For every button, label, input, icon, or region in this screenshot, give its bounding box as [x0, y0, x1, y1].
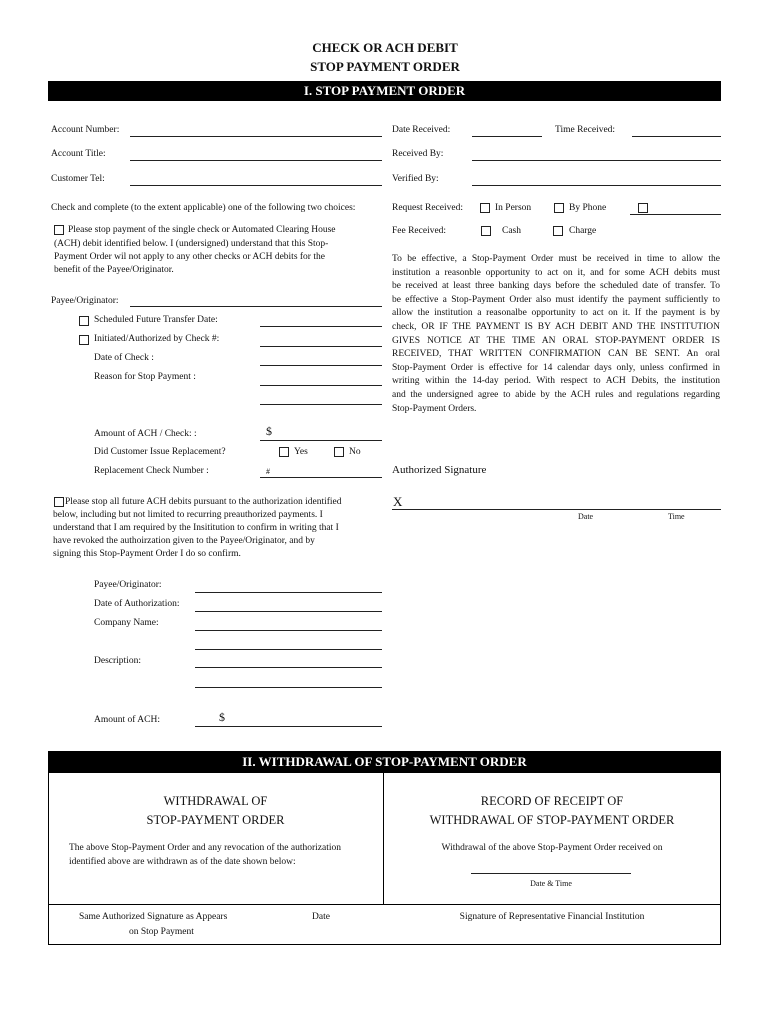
request-received-label: Request Received: — [392, 203, 463, 213]
notice-line: GIVES NOTICE AT THE TIME AN ORAL STOP-PAYMENT ORDER IS — [392, 335, 720, 346]
amount-of-ach-dollar: $ — [219, 710, 225, 724]
withdrawal-left-title2: STOP-PAYMENT ORDER — [146, 813, 285, 827]
sig-same-line2: on Stop Payment — [129, 927, 194, 937]
date-received-field[interactable] — [472, 136, 542, 137]
payee2-field[interactable] — [195, 592, 382, 593]
withdrawal-left-text2: identified above are withdrawn as of the date shown below: — [69, 857, 296, 867]
notice-line: Stop-Payment Orders. — [392, 403, 477, 414]
account-title-label: Account Title: — [51, 149, 106, 159]
date-of-authorization-field[interactable] — [195, 611, 382, 612]
choice2-line: understand that I am required by the Insititution to confirm in writing that I — [53, 523, 339, 533]
verified-by-field[interactable] — [472, 185, 721, 186]
form-title-line2: STOP PAYMENT ORDER — [310, 59, 460, 74]
section2-header: II. WITHDRAWAL OF STOP-PAYMENT ORDER — [48, 751, 721, 773]
reason-field-2[interactable] — [260, 404, 382, 405]
replacement-yes-label: Yes — [294, 447, 308, 457]
by-phone-checkbox[interactable] — [554, 203, 564, 213]
charge-label: Charge — [569, 226, 597, 236]
replacement-number-label: Replacement Check Number : — [94, 466, 209, 476]
date-of-check-field[interactable] — [260, 365, 382, 366]
payee2-label: Payee/Originator: — [94, 580, 162, 590]
signature-x-mark: X — [393, 494, 403, 509]
withdrawal-left-title1: WITHDRAWAL OF — [163, 794, 268, 808]
in-person-label: In Person — [495, 203, 532, 213]
signature-date-label: Date — [578, 512, 594, 521]
time-received-field[interactable] — [632, 136, 721, 137]
notice-line: be received at least three banking days before the scheduled date of transfer. To — [392, 281, 720, 292]
choice2-line: signing this Stop-Payment Order I do so confirm. — [53, 549, 241, 559]
replacement-yes-checkbox[interactable] — [279, 447, 289, 457]
time-received-label: Time Received: — [555, 125, 616, 135]
choice2-line: Please stop all future ACH debits pursuant to the authorization identified — [65, 497, 342, 507]
choice2-line: below, including but not limited to recurring preauthorized payments. I — [53, 510, 323, 520]
choice1-checkbox[interactable] — [54, 225, 64, 235]
replacement-no-checkbox[interactable] — [334, 447, 344, 457]
in-person-checkbox[interactable] — [480, 203, 490, 213]
amount-label: Amount of ACH / Check: : — [94, 429, 197, 439]
amount-of-ach-field[interactable] — [195, 726, 382, 727]
signature-time-label: Time — [668, 512, 685, 521]
received-by-field[interactable] — [472, 160, 721, 161]
by-phone-label: By Phone — [569, 203, 607, 213]
account-number-label: Account Number: — [51, 125, 120, 135]
account-title-field[interactable] — [130, 160, 382, 161]
notice-line: be effective a Stop-Payment Order also must identify the payment sufficiently to — [392, 294, 720, 305]
scheduled-transfer-label: Scheduled Future Transfer Date: — [94, 315, 218, 325]
form-title-line1: CHECK OR ACH DEBIT — [312, 40, 458, 55]
description-field-2[interactable] — [195, 667, 382, 668]
choice1-line: Please stop payment of the single check or Automated Clearing House — [68, 225, 336, 235]
amount-dollar-sign: $ — [266, 424, 272, 438]
choice2-checkbox[interactable] — [54, 497, 64, 507]
date-of-authorization-label: Date of Authorization: — [94, 599, 180, 609]
date-received-label: Date Received: — [392, 125, 451, 135]
description-field-1[interactable] — [195, 649, 382, 650]
notice-line: Stop-Payment Order is effective for 14 calendar days only, unless confirmed in — [392, 362, 720, 373]
notice-line: To be effective, a Stop-Payment Order must be received in time to allow the — [392, 254, 720, 264]
replacement-no-label: No — [349, 447, 361, 457]
choice1-line: benefit of the Payee/Originator. — [54, 265, 174, 275]
account-number-field[interactable] — [130, 136, 382, 137]
notice-line: writing within the 14-day period. With respect to ACH Debits, the institution — [392, 376, 720, 387]
charge-checkbox[interactable] — [553, 226, 563, 236]
withdrawal-divider — [383, 773, 384, 904]
notice-paragraph — [392, 253, 720, 416]
notice-line: institution a reasonble opportunity to act on it, and for some ACH debits must — [392, 267, 720, 278]
payee-originator-label: Payee/Originator: — [51, 296, 119, 306]
withdrawal-date-time-label: Date & Time — [530, 879, 572, 888]
choices-intro: Check and complete (to the extent applicable) one of the following two choices: — [51, 203, 356, 213]
amount-of-ach-label: Amount of ACH: — [94, 715, 160, 725]
sig-date-label: Date — [312, 912, 330, 922]
choice2-line: have revoked the authoirzation given to the Payee/Originator, and by — [53, 536, 315, 546]
company-name-label: Company Name: — [94, 618, 159, 628]
other-request-field[interactable] — [630, 214, 721, 215]
notice-line: check, OR IF THE PAYMENT IS BY ACH DEBIT AND THE INSTITUTION — [392, 321, 720, 332]
sig-same-line1: Same Authorized Signature as Appears — [79, 912, 228, 922]
notice-line: RECEIVED, THAT WRITTEN CONFIRMATION CAN BE SENT. An oral — [392, 349, 720, 360]
payee-originator-field[interactable] — [130, 306, 382, 307]
customer-tel-label: Customer Tel: — [51, 174, 105, 184]
withdrawal-bottom-rule — [48, 904, 721, 905]
notice-line: allow the institution a reasonalbe opportunity to act on it. If the payment is by — [392, 308, 720, 319]
scheduled-transfer-checkbox[interactable] — [79, 316, 89, 326]
other-checkbox[interactable] — [638, 203, 648, 213]
verified-by-label: Verified By: — [392, 174, 439, 184]
scheduled-transfer-field[interactable] — [260, 326, 382, 327]
choice1-line: Payment Order wil not apply to any other checks or ACH debits for the — [54, 252, 325, 262]
description-label: Description: — [94, 656, 141, 666]
withdrawal-right-title1: RECORD OF RECEIPT OF — [480, 794, 624, 808]
notice-line: and the undersigned agree to abide by the ACH rules and regulations regarding — [392, 389, 720, 400]
sig-rep-label: Signature of Representative Financial Institution — [459, 912, 645, 922]
cash-label: Cash — [502, 226, 521, 236]
authorized-signature-field[interactable] — [392, 509, 721, 510]
withdrawal-right-text: Withdrawal of the above Stop-Payment Order received on — [441, 843, 663, 853]
withdrawal-date-time-field[interactable] — [471, 873, 631, 874]
initiated-check-label: Initiated/Authorized by Check #: — [94, 334, 220, 344]
initiated-check-checkbox[interactable] — [79, 335, 89, 345]
date-of-check-label: Date of Check : — [94, 353, 154, 363]
section1-header: I. STOP PAYMENT ORDER — [48, 81, 721, 101]
issue-replacement-label: Did Customer Issue Replacement? — [94, 447, 226, 457]
choice1-line: (ACH) debit identified below. I (undersigned) understand that this Stop- — [54, 239, 329, 249]
withdrawal-right-title2: WITHDRAWAL OF STOP-PAYMENT ORDER — [429, 813, 675, 827]
amount-field[interactable] — [260, 440, 382, 441]
reason-label: Reason for Stop Payment : — [94, 372, 196, 382]
replacement-hash: # — [266, 467, 270, 476]
company-name-field[interactable] — [195, 630, 382, 631]
authorized-signature-label: Authorized Signature — [392, 464, 487, 476]
description-field-3[interactable] — [195, 687, 382, 688]
cash-checkbox[interactable] — [481, 226, 491, 236]
initiated-check-field[interactable] — [260, 346, 382, 347]
received-by-label: Received By: — [392, 149, 444, 159]
replacement-number-field[interactable] — [260, 477, 382, 478]
fee-received-label: Fee Received: — [392, 226, 447, 236]
withdrawal-left-text1: The above Stop-Payment Order and any revocation of the authorization — [69, 843, 341, 853]
customer-tel-field[interactable] — [130, 185, 382, 186]
reason-field-1[interactable] — [260, 385, 382, 386]
